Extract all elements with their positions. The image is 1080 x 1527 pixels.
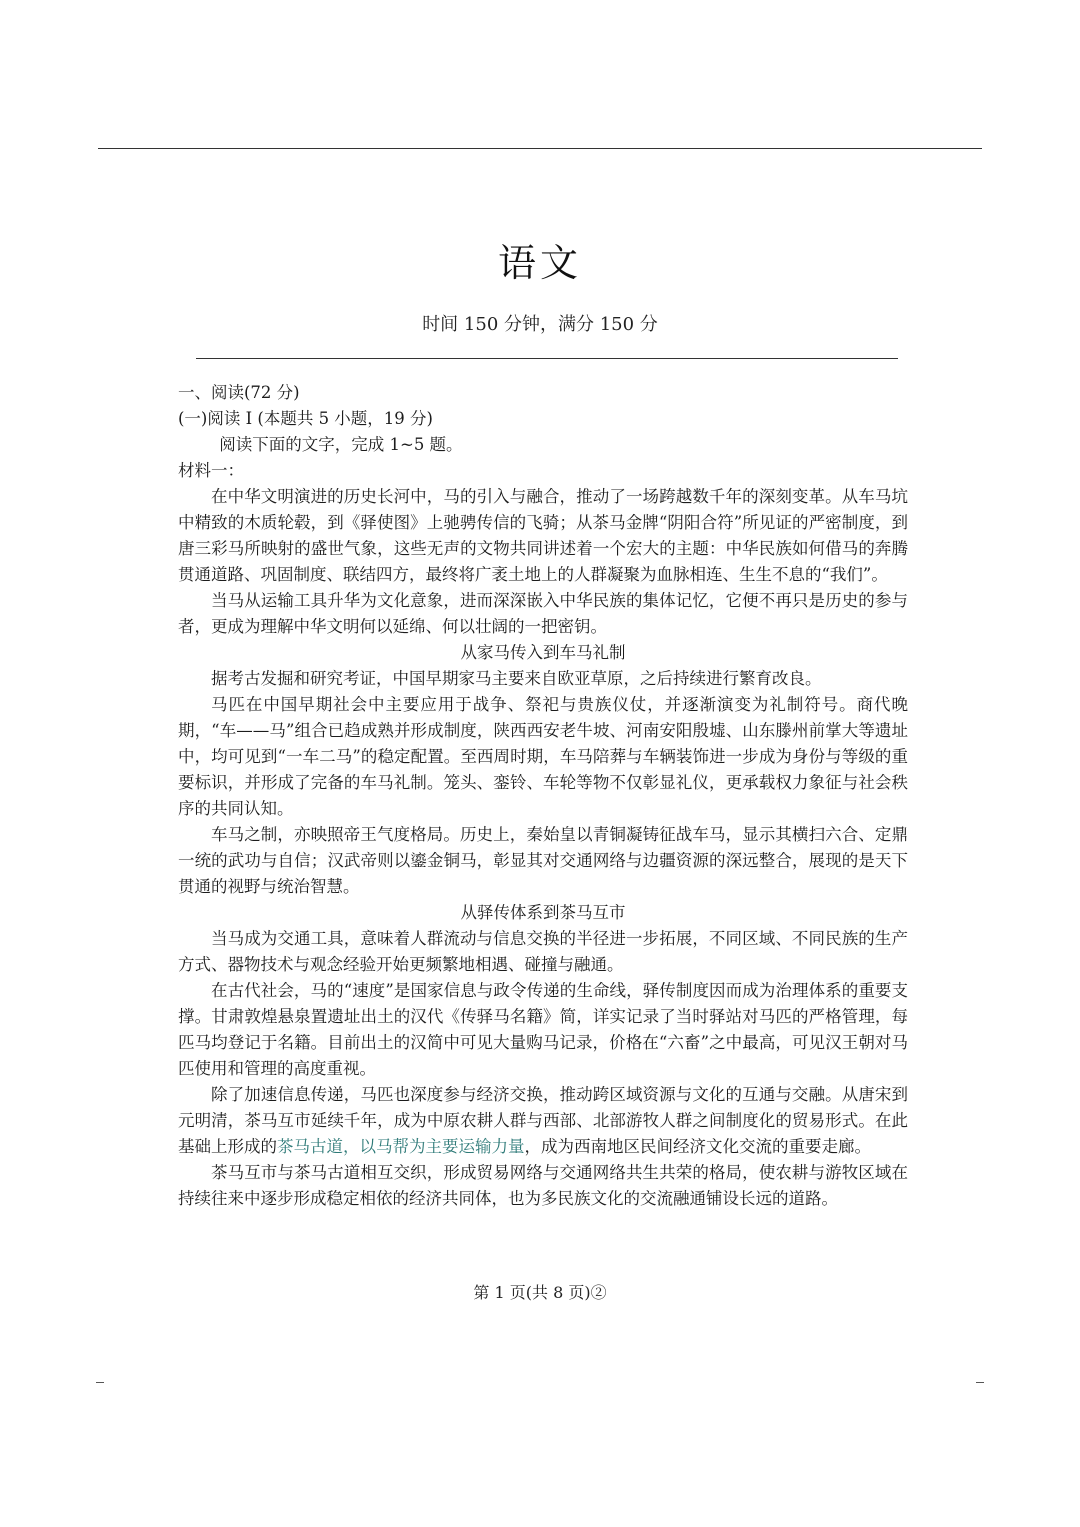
subheading-2: 从驿传体系到茶马互市 [460, 903, 626, 922]
paragraph-6: 当马成为交通工具，意味着人群流动与信息交换的半径进一步拓展，不同区域、不同民族的生产方式、器物技术与观念经验开始更频繁地相遇、碰撞与融通。 [178, 929, 908, 974]
exam-time-info: 时间 150 分钟，满分 150 分 [422, 314, 658, 335]
highlighted-phrase: 茶马古道，以马帮为主要运输力量 [277, 1137, 525, 1156]
crop-mark-left [96, 1382, 104, 1383]
paragraph-4: 马匹在中国早期社会中主要应用于战争、祭祀与贵族仪仗，并逐渐演变为礼制符号。商代晚期，“车——马”组合已趋成熟并形成制度，陕西西安老牛坡、河南安阳殷墟、山东滕州前掌大等遗址中，均可见到“一车二马”的稳定配置。至西周时期，车马陪葬与车辆装饰进一步成为身份与等级的重要标识，并形成了完备的车马礼制。笼头、銮铃、车轮等物不仅彰显礼仪，更承载权力象征与社会秩序的共同认知。 [178, 695, 908, 818]
page-number: 第 1 页(共 8 页)② [473, 1283, 607, 1302]
document-body [178, 380, 908, 1212]
paragraph-7: 在古代社会，马的“速度”是国家信息与政令传递的生命线，驿传制度因而成为治理体系的重要支撑。甘肃敦煌悬泉置遗址出土的汉代《传驿马名籍》简，详实记录了当时驿站对马匹的严格管理，每匹马均登记于名籍。目前出土的汉简中可见大量购马记录，价格在“六畜”之中最高，可见汉王朝对马匹使用和管理的高度重视。 [178, 981, 908, 1078]
material-label: 材料一： [178, 461, 244, 480]
top-rule [98, 148, 982, 149]
paragraph-1: 在中华文明演进的历史长河中，马的引入与融合，推动了一场跨越数千年的深刻变革。从车马坑中精致的木质轮毂，到《驿使图》上驰骋传信的飞骑；从茶马金牌“阴阳合符”所见证的严密制度，到唐三彩马所映射的盛世气象，这些无声的文物共同讲述着一个宏大的主题：中华民族如何借马的奔腾贯通道路、巩固制度、联结四方，最终将广袤土地上的人群凝聚为血脉相连、生生不息的“我们”。 [178, 487, 908, 584]
subheading-1: 从家马传入到车马礼制 [460, 643, 626, 662]
paragraph-8-start: 除了加速信息传递，马匹也深度参与经济交换，推动跨区域资源与文化的互通与交融。从唐宋到元明清，茶马互市延续千年，成为中原农耕人群与西部、北部游牧人群之间制度化的贸易形式。在此基础上形成的 [178, 1085, 908, 1156]
paragraph-8-end: ，成为西南地区民间经济文化交流的重要走廊。 [524, 1137, 871, 1156]
paragraph-8 [178, 1082, 908, 1160]
paragraph-2: 当马从运输工具升华为文化意象，进而深深嵌入中华民族的集体记忆，它便不再只是历史的参与者，更成为理解中华文明何以延绵、何以壮阔的一把密钥。 [178, 591, 908, 636]
paragraph-3: 据考古发掘和研究考证，中国早期家马主要来自欧亚草原，之后持续进行繁育改良。 [211, 669, 822, 688]
paragraph-5: 车马之制，亦映照帝王气度格局。历史上，秦始皇以青铜凝铸征战车马，显示其横扫六合、定鼎一统的武功与自信；汉武帝则以鎏金铜马，彰显其对交通网络与边疆资源的深远整合，展现的是天下贯通的视野与统治智慧。 [178, 825, 908, 896]
header-divider [196, 358, 898, 359]
crop-mark-right [976, 1382, 984, 1383]
section-heading: 一、阅读(72 分) [178, 383, 300, 402]
page-title: 语文 [497, 241, 582, 285]
instruction-text: 阅读下面的文字，完成 1~5 题。 [219, 435, 463, 454]
sub-section-heading: (一)阅读 I (本题共 5 小题，19 分) [178, 409, 433, 428]
paragraph-9: 茶马互市与茶马古道相互交织，形成贸易网络与交通网络共生共荣的格局，使农耕与游牧区域在持续往来中逐步形成稳定相依的经济共同体，也为多民族文化的交流融通铺设长远的道路。 [178, 1163, 908, 1208]
